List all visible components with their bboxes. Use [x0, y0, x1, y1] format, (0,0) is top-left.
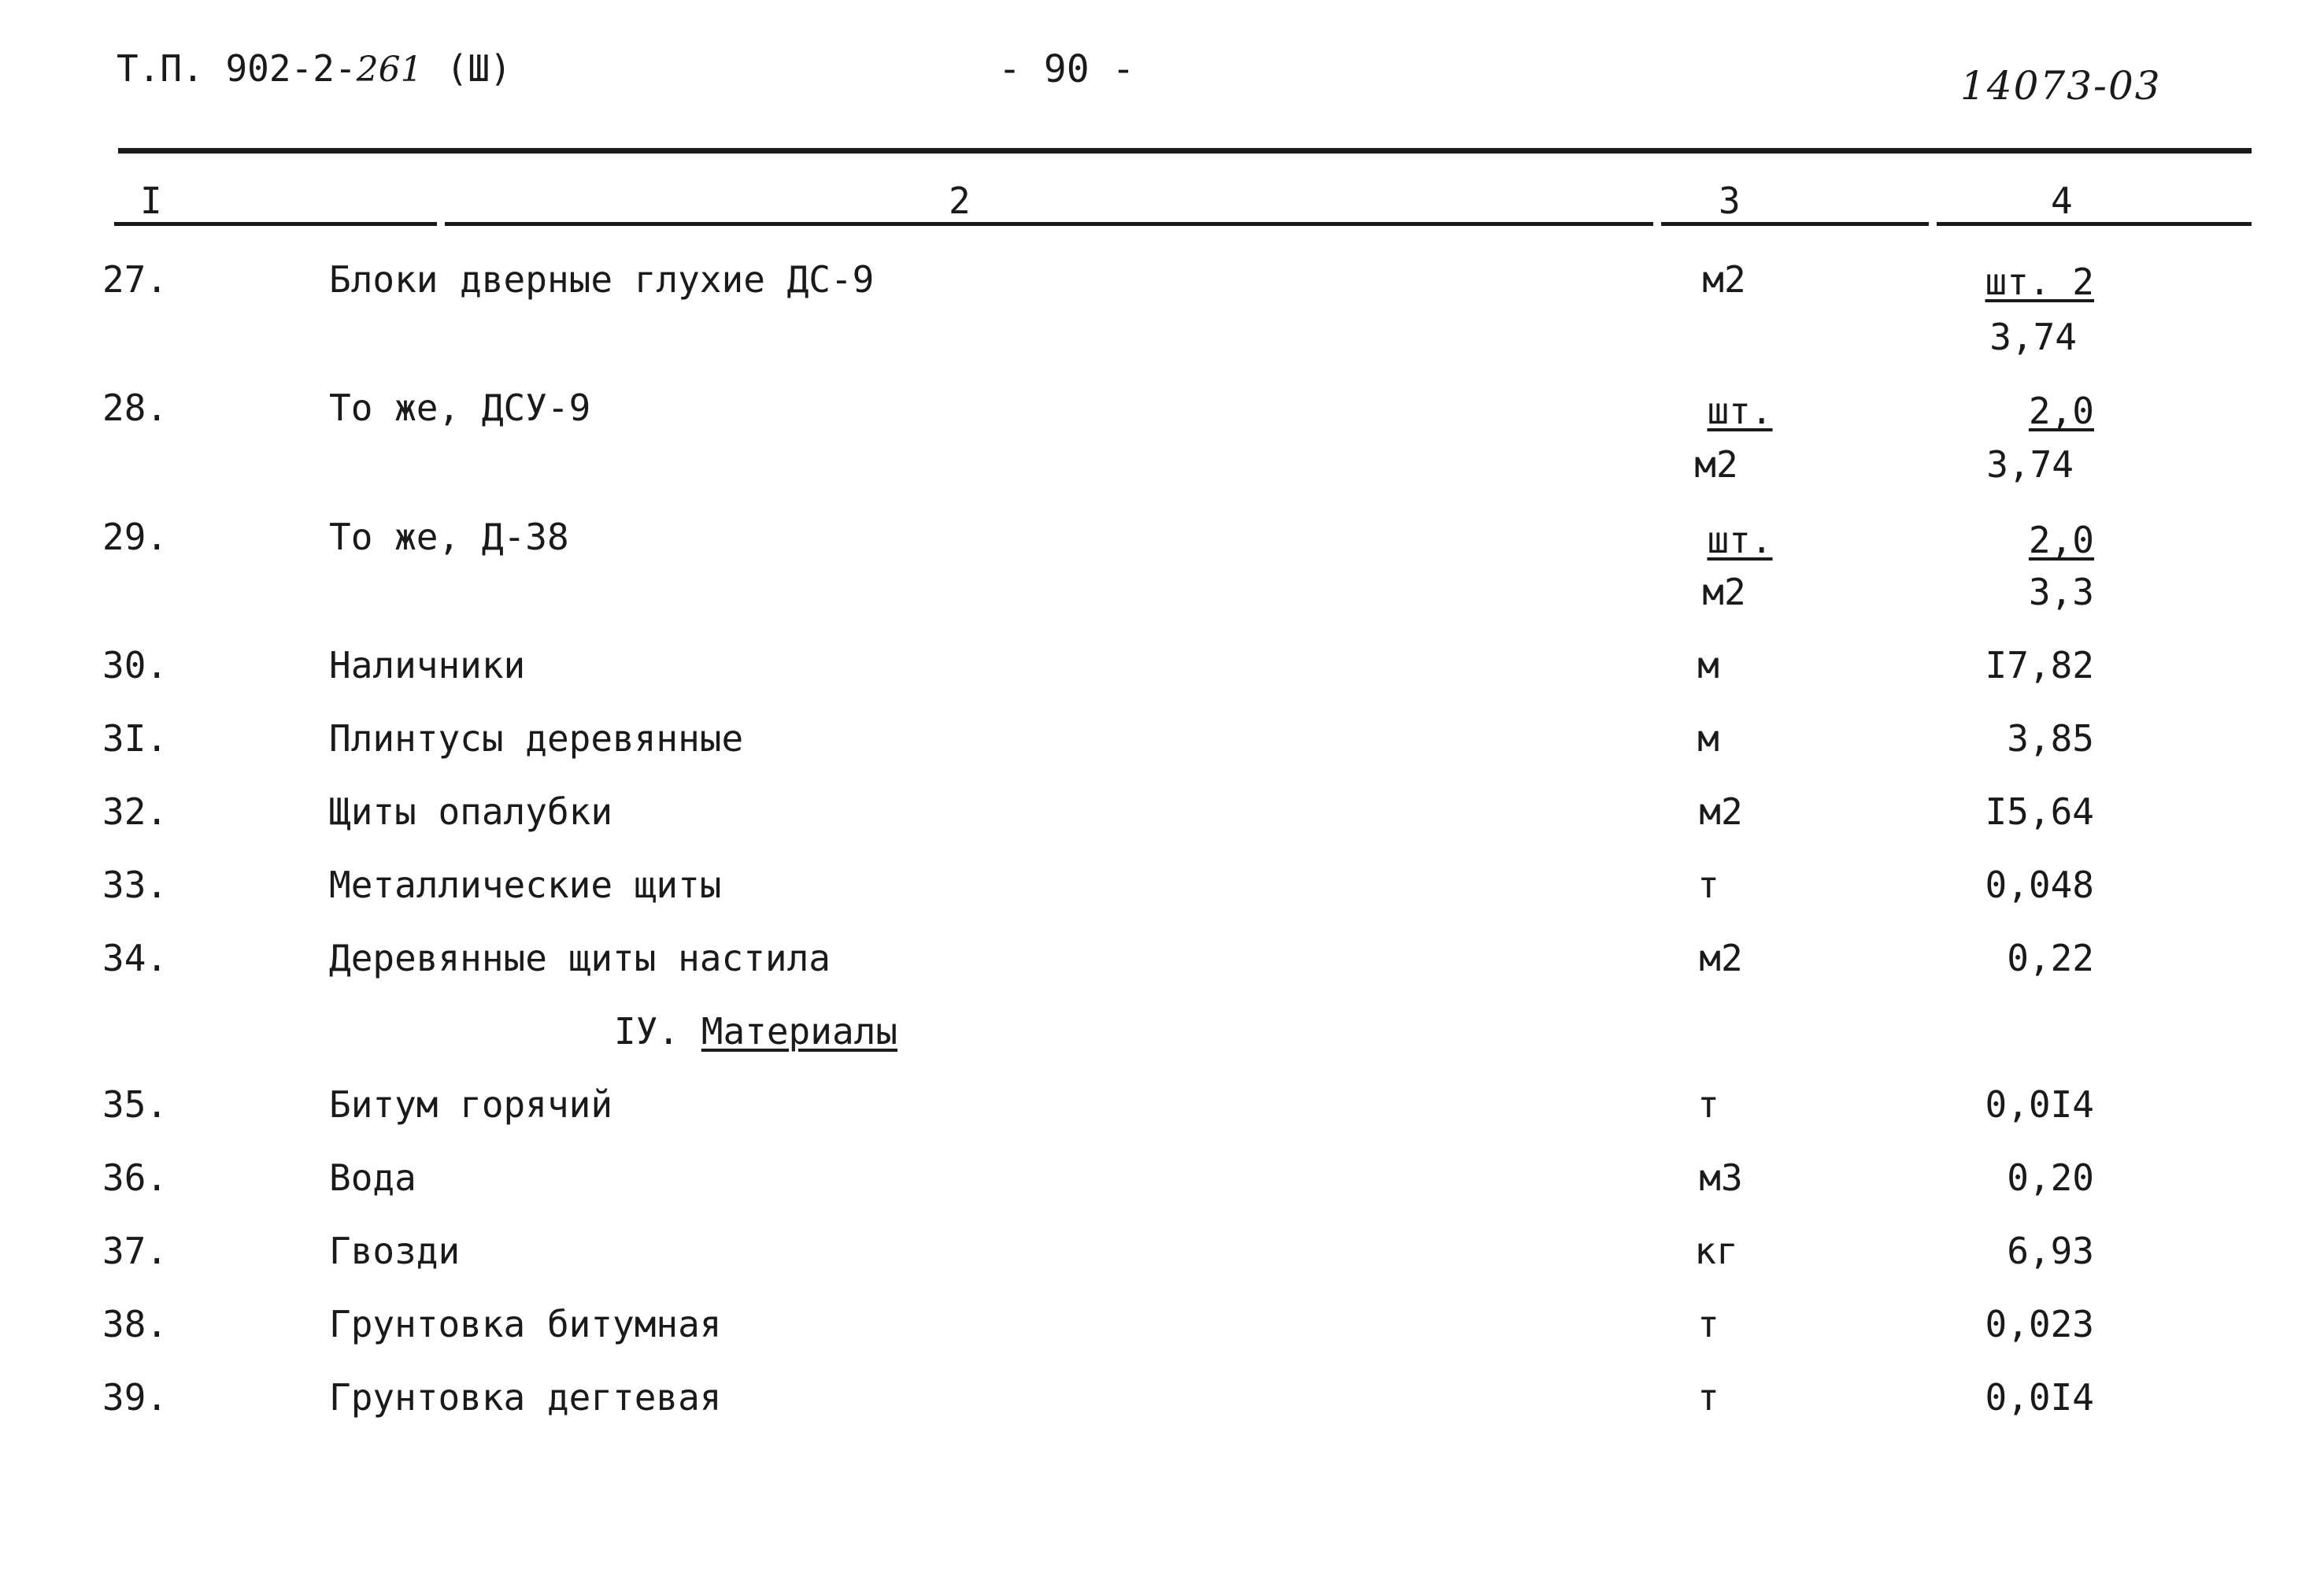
- row-name: Наличники: [329, 644, 526, 686]
- row-quantity-top: шт. 2: [1985, 261, 2094, 303]
- row-unit-bottom: м2: [1702, 571, 1746, 613]
- row-unit-bottom: м2: [1694, 443, 1738, 486]
- section-heading: [614, 1008, 897, 1055]
- column-header-line-2: [445, 222, 1653, 226]
- doc-prefix: Т.П. 902-2-: [117, 47, 357, 90]
- row-number: 38.: [102, 1303, 168, 1345]
- row-unit: т: [1697, 1376, 1719, 1419]
- row-quantity: 0,048: [1985, 864, 2094, 906]
- row-number: 39.: [102, 1376, 168, 1419]
- row-name: Плинтусы деревянные: [329, 717, 744, 760]
- row-quantity: 6,93: [2007, 1230, 2094, 1272]
- row-unit: м3: [1699, 1156, 1743, 1199]
- row-quantity: 0,22: [2007, 937, 2094, 979]
- row-quantity-bottom: 3,74: [1986, 443, 2074, 486]
- row-name: Деревянные щиты настила: [329, 937, 831, 979]
- row-unit: т: [1697, 1303, 1719, 1345]
- row-unit: т: [1697, 1083, 1719, 1126]
- row-name: Битум горячий: [329, 1083, 613, 1126]
- section-title: Материалы: [701, 1010, 898, 1053]
- row-quantity: 3,85: [2007, 717, 2094, 760]
- column-number-3: 3: [1719, 179, 1741, 222]
- document-designation: [117, 47, 512, 90]
- row-name: Грунтовка битумная: [329, 1303, 722, 1345]
- row-number: 37.: [102, 1230, 168, 1272]
- row-quantity-top: 2,0: [2028, 390, 2094, 432]
- row-quantity: 0,0I4: [1985, 1376, 2094, 1419]
- row-name: Вода: [329, 1156, 416, 1199]
- row-quantity-bottom: 3,3: [2028, 571, 2094, 613]
- row-quantity: 0,023: [1985, 1303, 2094, 1345]
- section-number: IУ.: [614, 1010, 701, 1053]
- header-rule: [118, 148, 2252, 154]
- row-name: Гвозди: [329, 1230, 461, 1272]
- column-number-4: 4: [2051, 179, 2073, 222]
- row-unit: м2: [1699, 790, 1743, 833]
- row-number: 34.: [102, 937, 168, 979]
- doc-code: 14073-03: [1960, 63, 2162, 109]
- row-number: 30.: [102, 644, 168, 686]
- row-unit-top: шт.: [1707, 390, 1773, 432]
- page-number: - 90 -: [998, 47, 1135, 91]
- row-number: 33.: [102, 864, 168, 906]
- row-unit: т: [1697, 864, 1719, 906]
- row-name: То же, Д-38: [329, 516, 569, 558]
- row-number: 27.: [102, 258, 168, 301]
- row-number: 32.: [102, 790, 168, 833]
- row-name: То же, ДСУ-9: [329, 387, 591, 429]
- row-quantity: I7,82: [1985, 644, 2094, 686]
- row-unit-top: шт.: [1707, 519, 1773, 561]
- column-header-line-1: [114, 222, 437, 226]
- doc-handwritten-number: 261: [356, 50, 423, 90]
- row-number: 36.: [102, 1156, 168, 1199]
- row-quantity: I5,64: [1985, 790, 2094, 833]
- row-name: Блоки дверные глухие ДС-9: [329, 258, 875, 301]
- row-number: 35.: [102, 1083, 168, 1126]
- row-unit: м: [1697, 717, 1719, 760]
- row-unit: м: [1697, 644, 1719, 686]
- row-name: Металлические щиты: [329, 864, 722, 906]
- column-header-line-3: [1661, 222, 1929, 226]
- doc-series: (Ш): [446, 47, 512, 90]
- row-number: 28.: [102, 387, 168, 429]
- row-name: Щиты опалубки: [329, 790, 613, 833]
- column-number-2: 2: [949, 179, 971, 222]
- row-unit: м2: [1702, 258, 1746, 301]
- row-number: 3I.: [102, 717, 168, 760]
- column-number-1: I: [140, 179, 162, 222]
- row-quantity-top: 2,0: [2028, 519, 2094, 561]
- row-quantity: 0,0I4: [1985, 1083, 2094, 1126]
- row-name: Грунтовка дегтевая: [329, 1376, 722, 1419]
- row-unit: кг: [1694, 1230, 1738, 1272]
- row-number: 29.: [102, 516, 168, 558]
- column-header-line-4: [1937, 222, 2252, 226]
- row-quantity-bottom: 3,74: [1989, 316, 2077, 358]
- row-quantity: 0,20: [2007, 1156, 2094, 1199]
- row-unit: м2: [1699, 937, 1743, 979]
